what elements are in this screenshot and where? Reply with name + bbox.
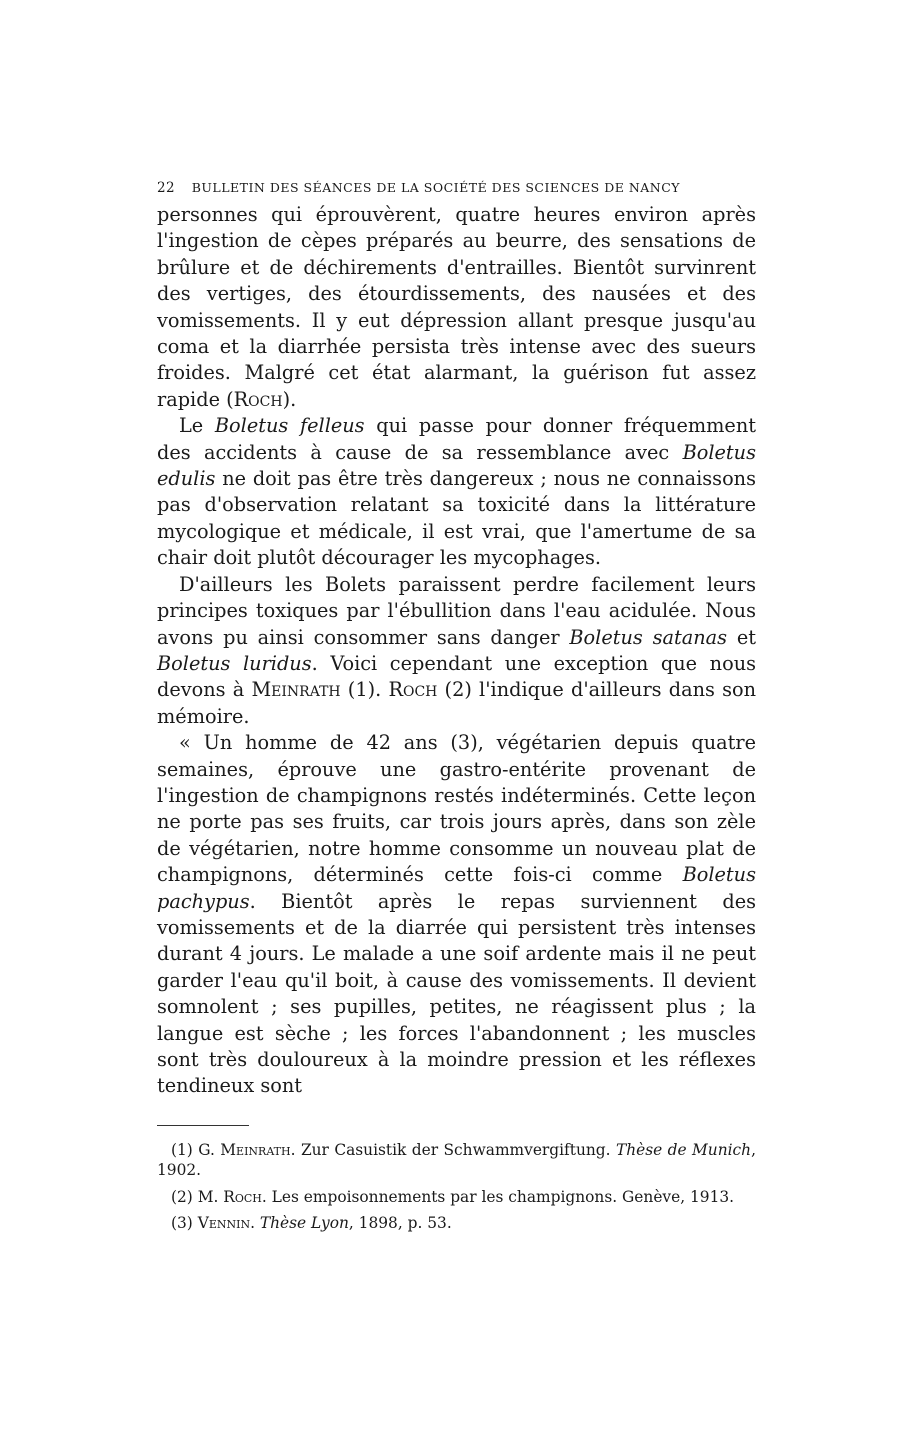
footnote-1 — [157, 1140, 756, 1181]
footnote-author: Roch — [223, 1187, 262, 1206]
species-name: Boletus satanas — [569, 625, 728, 649]
paragraph-3 — [157, 572, 756, 730]
paragraph-2 — [157, 413, 756, 571]
document-page — [157, 174, 756, 1240]
footnote-marker: (3) — [171, 1214, 198, 1233]
footnote-year: , 1898, p. 53. — [348, 1214, 452, 1233]
footnote-author: Meinrath — [220, 1140, 291, 1159]
footnote-3 — [157, 1213, 756, 1234]
footnotes — [157, 1140, 756, 1234]
paragraph-text: . Bientôt après le repas surviennent des vomissements et de la diarrée qui persistent très intenses durant 4 jours. Le malade a une soif ardente mais il ne peut garder l'eau qu'il boit, à cause des vomissements. Il devient somnolent ; ses pupilles, petites, ne réagissent plus ; la langue est sèche ; les forces l'abandonnent ; les muscles sont très douloureux à la moindre pression et les réflexes tendineux sont — [157, 889, 756, 1098]
species-name: Boletus pachypus — [157, 863, 756, 913]
body-text — [157, 202, 756, 1100]
paragraph-4 — [157, 730, 756, 1100]
footnote-marker: (1) G. — [171, 1140, 221, 1159]
footnote-source: Thèse Lyon — [259, 1214, 349, 1233]
footnote-text: . Zur Casuistik der Schwammvergiftung. — [290, 1140, 616, 1159]
species-name: Boletus luridus — [157, 651, 312, 675]
paragraph-text: (1). — [340, 678, 389, 702]
paragraph-text: . Voici cependant une exception que nous devons à — [157, 651, 757, 702]
paragraph-text: « Un homme de 42 ans (3), végétarien depuis quatre semaines, éprouve une gastro-entérite provenant de l'ingestion de champignons restés indéterminés. Cette leçon ne porte pas ses fruits, car trois jours après, dans son zèle de végétarien, notre homme consomme un nouveau plat de champignons, déterminés cette fois-ci comme — [157, 731, 756, 887]
author-name: Meinrath — [251, 678, 341, 702]
footnote-text: . — [250, 1214, 260, 1233]
species-name: Boletus edulis — [157, 440, 756, 491]
running-title: BULLETIN DES SÉANCES DE LA SOCIÉTÉ DES SCIENCES DE NANCY — [191, 180, 681, 195]
paragraph-text: (2) l'indique d'ailleurs dans son mémoire. — [157, 678, 757, 728]
page-number: 22 — [157, 180, 175, 196]
paragraph-text: D'ailleurs les Bolets paraissent perdre facilement leurs principes toxiques par l'ébullition dans l'eau acidulée. Nous avons pu ainsi consommer sans danger — [157, 572, 756, 649]
footnote-year: , 1902. — [157, 1140, 756, 1180]
paragraph-1 — [157, 202, 756, 413]
author-name: Roch — [388, 678, 438, 702]
paragraph-text: Le — [179, 414, 215, 438]
species-name: Boletus felleus — [214, 414, 365, 438]
footnote-text: . Les empoisonnements par les champignons. Genève, 1913. — [261, 1187, 735, 1206]
paragraph-text: ). — [282, 387, 297, 411]
paragraph-text: et — [727, 625, 756, 649]
footnote-author: Vennin — [197, 1214, 251, 1233]
footnote-divider — [157, 1125, 249, 1126]
footnote-source: Thèse de Munich — [615, 1140, 752, 1159]
running-header — [157, 174, 756, 202]
paragraph-text: ne doit pas être très dangereux ; nous ne connaissons pas d'observation relatant sa toxicité dans la littérature mycologique et médicale, il est vrai, que l'amertume de sa chair doit plutôt décourager les mycophages. — [157, 467, 756, 570]
paragraph-text: personnes qui éprouvèrent, quatre heures environ après l'ingestion de cèpes préparés au beurre, des sensations de brûlure et de déchirements d'entrailles. Bientôt survinrent des vertiges, des étourdissements, des nausées et des vomissements. Il y eut dépression allant presque jusqu'au coma et la diarrhée persista très intense avec des sueurs froides. Malgré cet état alarmant, la guérison fut assez rapide ( — [157, 203, 756, 411]
paragraph-text: qui passe pour donner fréquemment des accidents à cause de sa ressemblance avec — [157, 414, 756, 464]
author-name: Roch — [233, 387, 283, 411]
footnote-2 — [157, 1187, 756, 1208]
footnote-marker: (2) M. — [171, 1187, 224, 1206]
